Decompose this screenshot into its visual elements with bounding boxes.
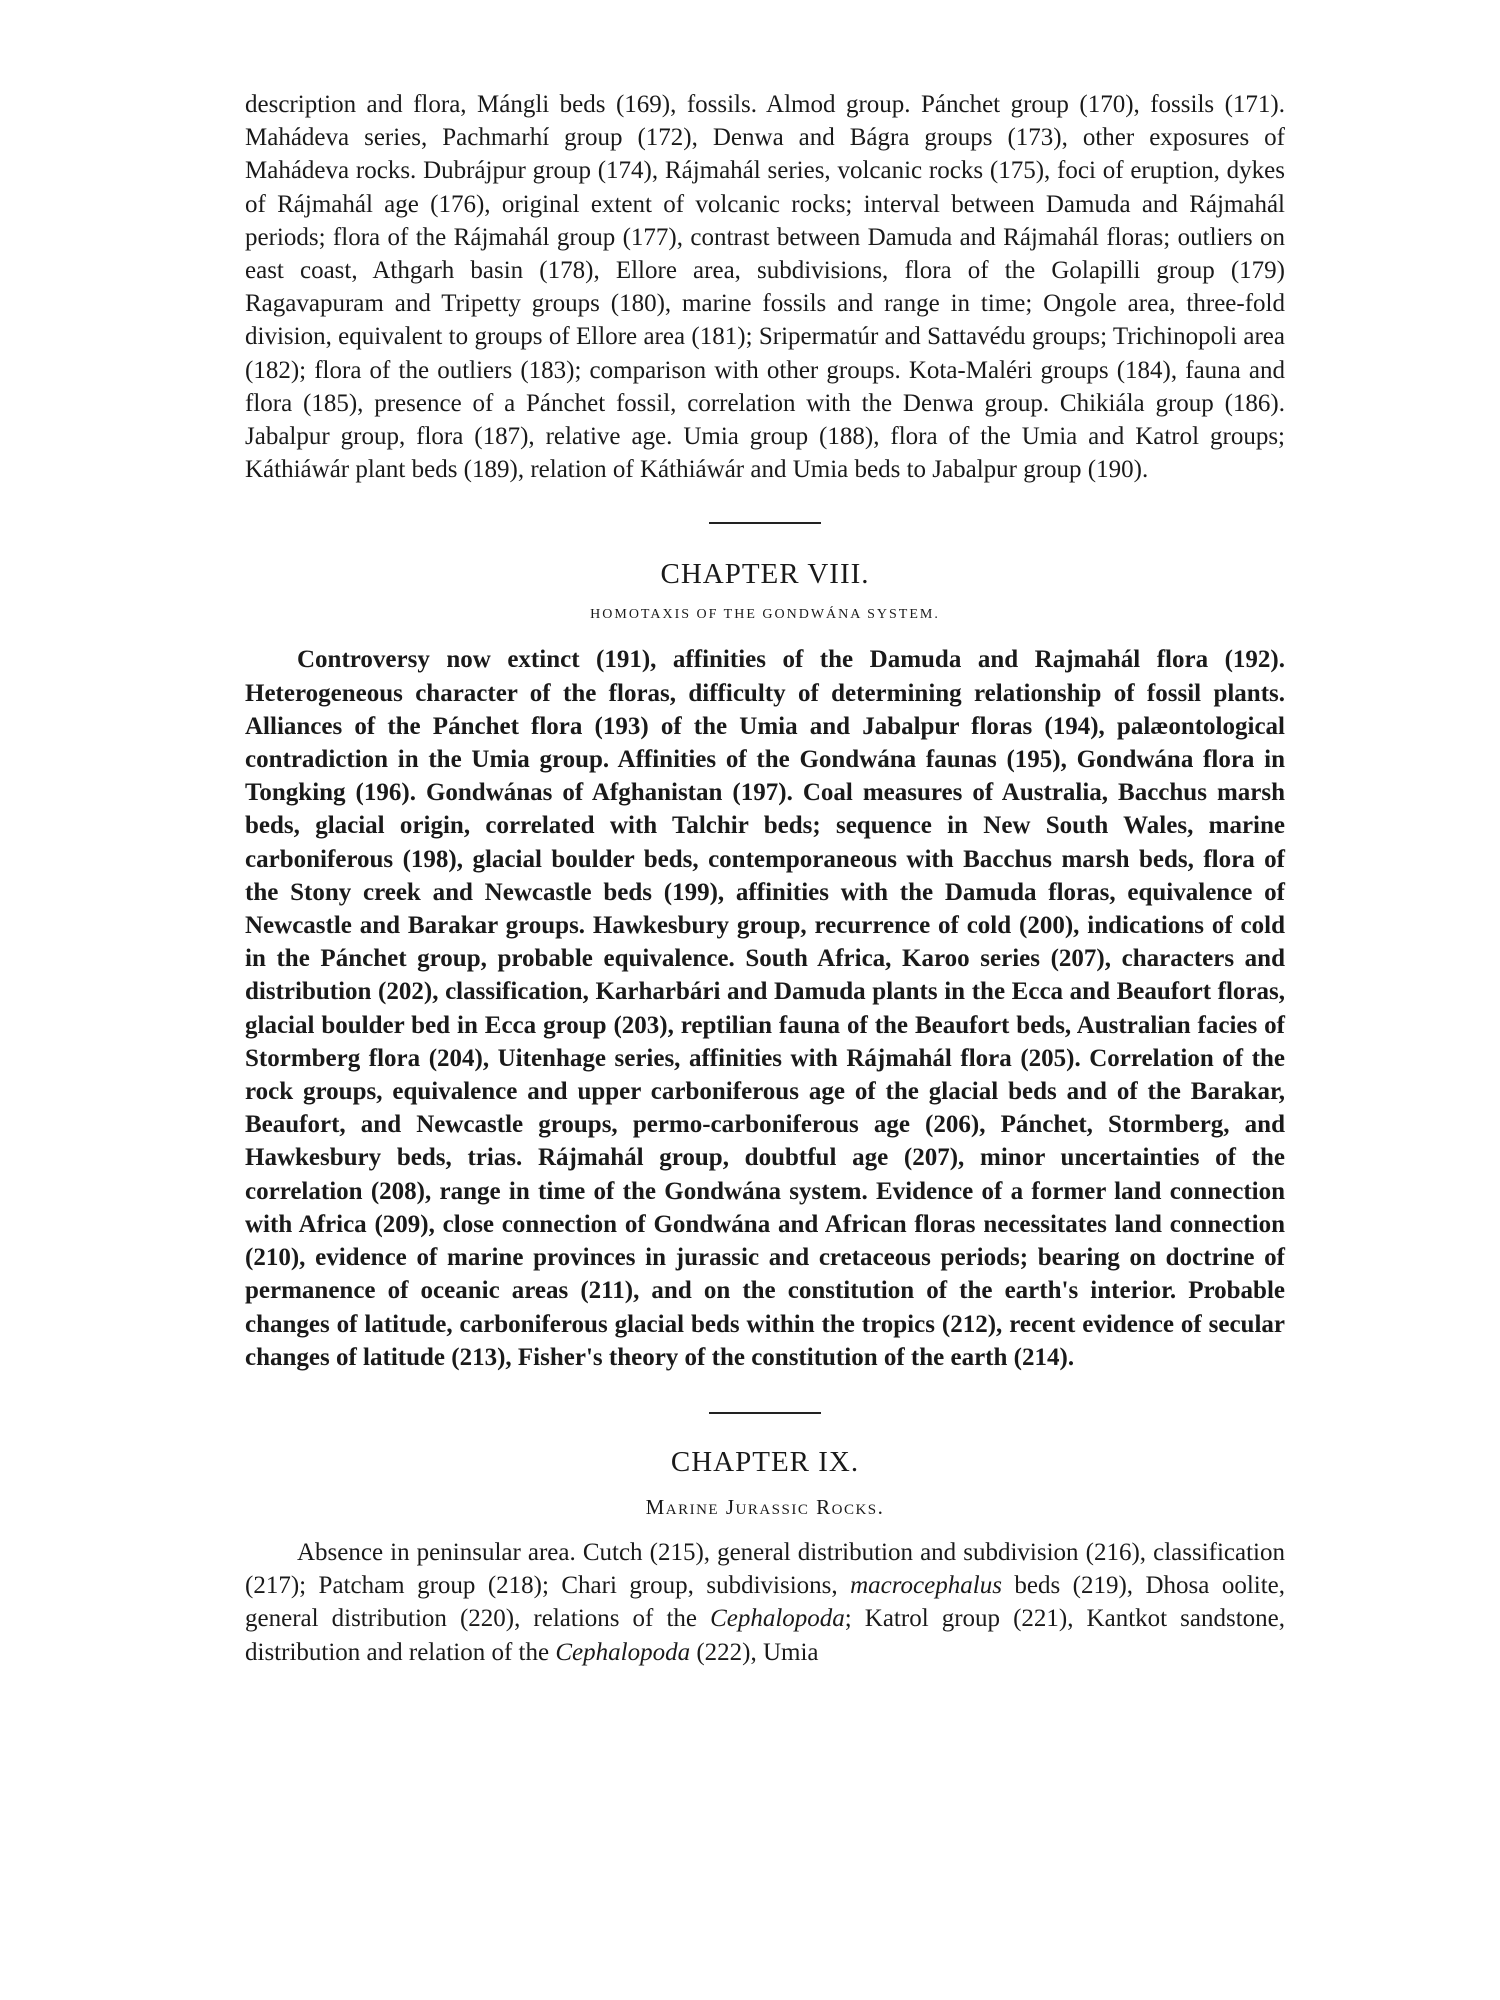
chapter7-summary-continuation: description and flora, Mángli beds (169), fossils. Almod group. Pánchet group (170), fossils (171). Mahádeva series, Pachmarhí group (172), Denwa and Bágra groups (173), other exposures of Mahádeva rocks. Dubrájpur group (174), Rájmahál series, volcanic rocks (175), foci of eruption, dykes of Rájmahál age (176), original extent of volcanic rocks; interval between Damuda and Rájmahál periods; flora of the Rájmahál group (177), contrast between Damuda and Rájmahál floras; outliers on east coast, Athgarh basin (178), Ellore area, subdivisions, flora of the Golapilli group (179) Ragavapuram and Tripetty groups (180), marine fossils and range in time; Ongole area, three-fold division, equivalent to groups of Ellore area (181); Sripermatúr and Sattavédu groups; Trichinopoli area (182); flora of the outliers (183); comparison with other groups. Kota-Maléri groups (184), fauna and flora (185), presence of a Pánchet fossil, correlation with the Denwa group. Chikiála group (186). Jabalpur group, flora (187), relative age. Umia group (188), flora of the Umia and Katrol groups; Káthiáwár plant beds (189), relation of Káthiáwár and Umia beds to Jabalpur group (190). [245, 91, 1285, 484]
italic-term: Cephalopoda [555, 1638, 691, 1666]
chapter-9-text-part: (222), Umia [696, 1638, 819, 1666]
section-divider [709, 1412, 821, 1414]
chapter-8-subheading: HOMOTAXIS OF THE GONDWÁNA SYSTEM. [590, 607, 940, 623]
section-divider [709, 522, 821, 524]
italic-term: macrocephalus [850, 1572, 1002, 1600]
page [245, 88, 1285, 1669]
chapter-9-heading: CHAPTER IX. [670, 1445, 860, 1478]
italic-term: Cephalopoda [710, 1605, 845, 1633]
chapter-9-summary [245, 1536, 1285, 1669]
chapter-9-text-part: beds (219), Dhosa oolite, general distribution (220), relations of the [245, 1572, 1286, 1633]
chapter-9-text-part: ; Katrol group (221), Kantkot sandstone, distribution and relation of the [245, 1605, 1285, 1666]
chapter-9-text-part: Absence in peninsular area. Cutch (215), general distribution and subdivision (216), classification (217); Patcham group (218); Chari group, subdivisions, [245, 1538, 1285, 1600]
chapter-8-heading: CHAPTER VIII. [660, 558, 870, 591]
chapter-8-summary: Controversy now extinct (191), affinities of the Damuda and Rajmahál flora (192). Heterogeneous character of the floras, difficulty of determining relationship of fossil plants. Alliances of the Pánchet flora (193) of the Umia and Jabalpur floras (194), palæontological contradiction in the Umia group. Affinities of the Gondwána faunas (195), Gondwána flora in Tongking (196). Gondwánas of Afghanistan (197). Coal measures of Australia, Bacchus marsh beds, glacial origin, correlated with Talchir beds; sequence in New South Wales, marine carboniferous (198), glacial boulder beds, contemporaneous with Bacchus marsh beds, flora of the Stony creek and Newcastle beds (199), affinities with the Damuda floras, equivalence of Newcastle and Barakar groups. Hawkesbury group, recurrence of cold (200), indications of cold in the Pánchet group, probable equivalence. South Africa, Karoo series (207), characters and distribution (202), classification, Karharbári and Damuda plants in the Ecca and Beaufort floras, glacial boulder bed in Ecca group (203), reptilian fauna of the Beaufort beds, Australian facies of Stormberg flora (204), Uitenhage series, affinities with Rájmahál flora (205). Correlation of the rock groups, equivalence and upper carboniferous age of the glacial beds and of the Barakar, Beaufort, and Newcastle groups, permo-carboniferous age (206), Pánchet, Stormberg, and Hawkesbury beds, trias. Rájmahál group, doubtful age (207), minor uncertainties of the correlation (208), range in time of the Gondwána system. Evidence of a former land connection with Africa (209), close connection of Gondwána and African floras necessitates land connection (210), evidence of marine provinces in jurassic and cretaceous periods; bearing on doctrine of permanence of oceanic areas (211), and on the constitution of the earth's interior. Probable changes of latitude, carboniferous glacial beds within the tropics (212), recent evidence of secular changes of latitude (213), Fisher's theory of the constitution of the earth (214). [245, 646, 1285, 1371]
chapter-9-subheading: Marine Jurassic Rocks. [645, 1494, 885, 1519]
